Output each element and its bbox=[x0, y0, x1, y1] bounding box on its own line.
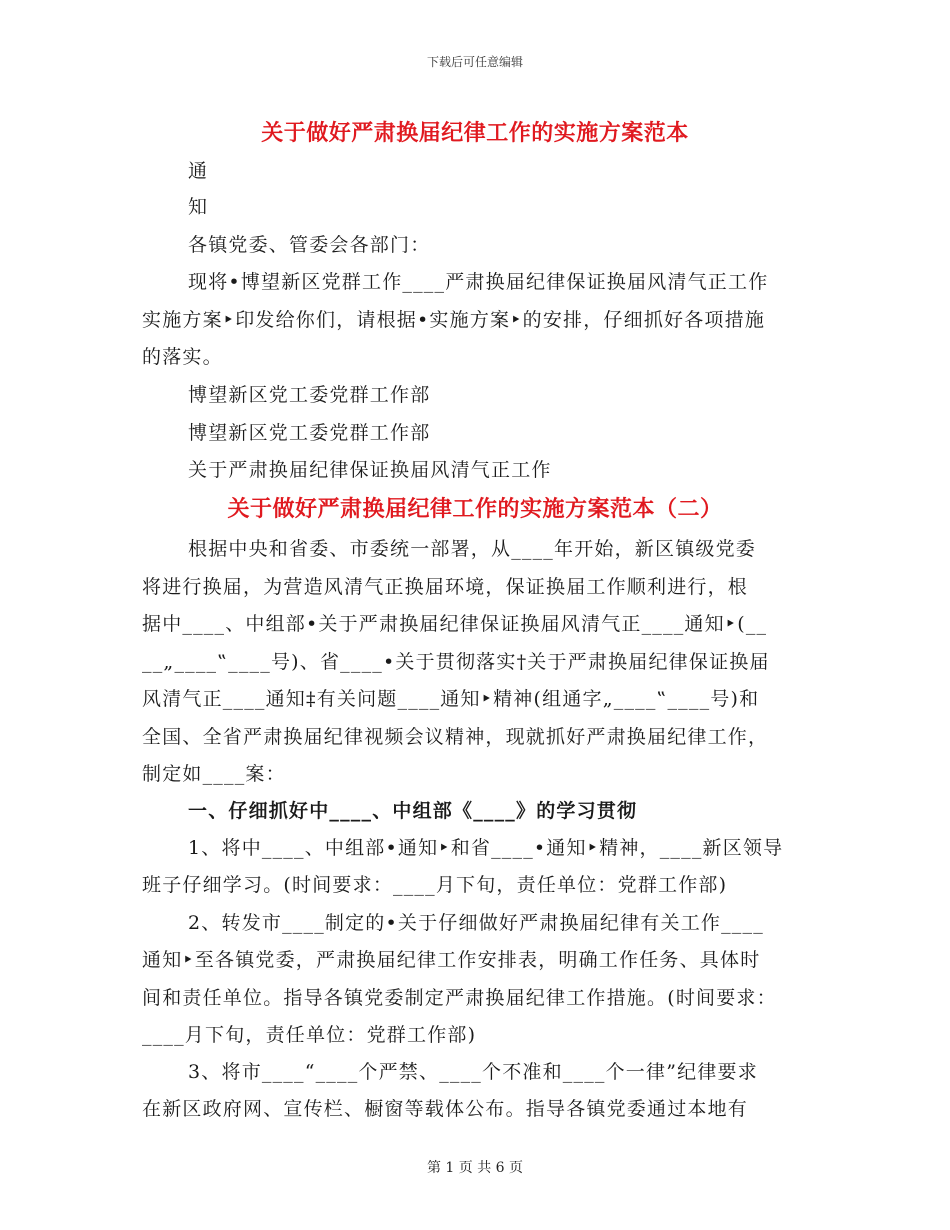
page-footer: 第 1 页 共 6 页 bbox=[426, 1160, 524, 1176]
notice-subject: 关于严肃换届纪律保证换届风清气正工作 bbox=[188, 459, 552, 481]
item-line: 2、转发市____制定的•关于仔细做好严肃换届纪律有关工作____ bbox=[188, 912, 764, 934]
body-line: 将进行换届，为营造风清气正换届环境，保证换届工作顺利进行，根 bbox=[142, 576, 749, 598]
notice-heading-char-1: 通 bbox=[188, 160, 209, 182]
body-line: 根据中央和省委、市委统一部署，从____年开始，新区镇级党委 bbox=[188, 538, 757, 560]
item-line: 1、将中____、中组部•通知‣和省____•通知‣精神，____新区领导 bbox=[188, 837, 784, 859]
item-line: 3、将市____“____个严禁、____个不准和____个一律”纪律要求 bbox=[188, 1061, 758, 1083]
body-line: 风清气正____通知‡有关问题____通知‣精神(组通字„____‟____号)和 bbox=[142, 688, 760, 710]
item-line: 通知‣至各镇党委，严肃换届纪律工作安排表，明确工作任务、具体时 bbox=[142, 949, 761, 971]
body-line: __„____‟____号)、省____•关于贯彻落实†关于严肃换届纪律保证换届 bbox=[142, 651, 770, 673]
item-line: ____月下旬，责任单位：党群工作部) bbox=[142, 1024, 477, 1046]
notice-signature: 博望新区党工委党群工作部 bbox=[188, 422, 431, 444]
notice-heading-char-2: 知 bbox=[188, 196, 209, 218]
section-heading: 一、仔细抓好中____、中组部《____》的学习贯彻 bbox=[188, 800, 638, 822]
item-line: 在新区政府网、宣传栏、橱窗等载体公布。指导各镇党委通过本地有 bbox=[142, 1098, 749, 1120]
notice-signature: 博望新区党工委党群工作部 bbox=[188, 384, 431, 406]
item-line: 间和责任单位。指导各镇党委制定严肃换届纪律工作措施。(时间要求： bbox=[142, 987, 777, 1009]
body-line: 制定如____案： bbox=[142, 763, 286, 785]
item-line: 班子仔细学习。(时间要求：____月下旬，责任单位：党群工作部) bbox=[142, 874, 728, 896]
section-title: 关于做好严肃换届纪律工作的实施方案范本（二） bbox=[227, 496, 723, 522]
page-header: 下载后可任意编辑 bbox=[426, 55, 523, 69]
body-line: 据中____、中组部•关于严肃换届纪律保证换届风清气正____通知‣(__ bbox=[142, 613, 768, 635]
notice-paragraph-line: 的落实。 bbox=[142, 346, 223, 368]
notice-paragraph-line: 现将•博望新区党群工作____严肃换届纪律保证换届风清气正工作 bbox=[188, 271, 769, 293]
notice-addressee: 各镇党委、管委会各部门： bbox=[188, 234, 431, 256]
notice-paragraph-line: 实施方案‣印发给你们，请根据•实施方案‣的安排，仔细抓好各项措施 bbox=[142, 309, 766, 331]
document-title: 关于做好严肃换届纪律工作的实施方案范本 bbox=[261, 120, 689, 146]
body-line: 全国、全省严肃换届纪律视频会议精神，现就抓好严肃换届纪律工作， bbox=[142, 726, 769, 748]
